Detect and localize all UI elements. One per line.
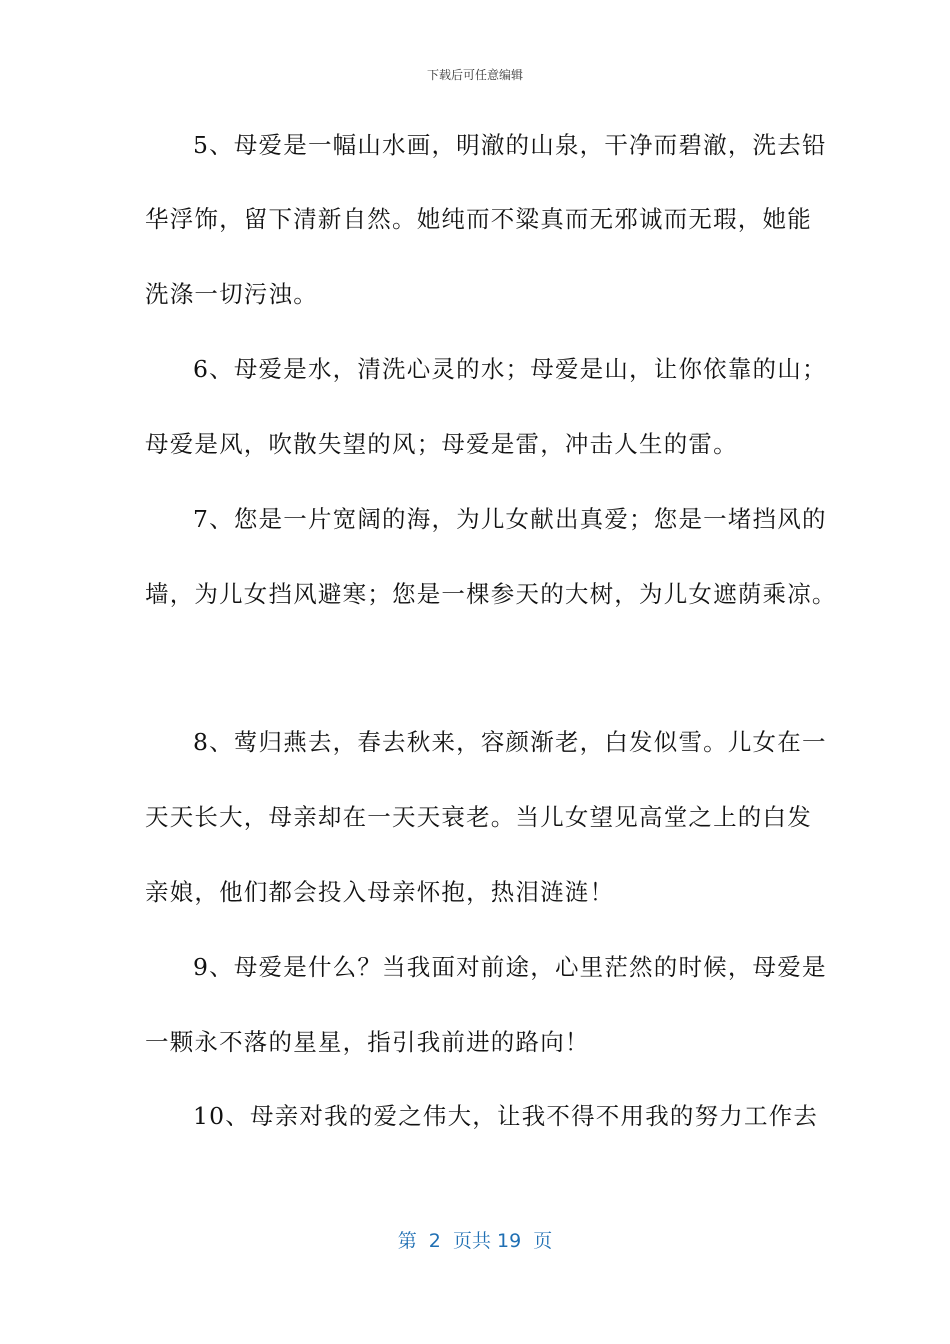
paragraph-8-line-1: 8、莺归燕去，春去秋来，容颜渐老，白发似雪。儿女在一 bbox=[193, 728, 827, 756]
paragraph-8-line-2: 天天长大，母亲却在一天天衰老。当儿女望见高堂之上的白发 bbox=[145, 803, 812, 831]
paragraph-6-line-1: 6、母爱是水，清洗心灵的水；母爱是山，让你依靠的山； bbox=[193, 355, 827, 383]
paragraph-9-line-2: 一颗永不落的星星，指引我前进的路向！ bbox=[145, 1028, 590, 1056]
page-number: 第 2 页共 19 页 bbox=[397, 1230, 553, 1252]
paragraph-9-line-1: 9、母爱是什么？当我面对前途，心里茫然的时候，母爱是 bbox=[193, 953, 827, 981]
paragraph-10-line-1: 10、母亲对我的爱之伟大，让我不得不用我的努力工作去 bbox=[193, 1102, 819, 1130]
paragraph-8-line-3: 亲娘，他们都会投入母亲怀抱，热泪涟涟！ bbox=[145, 878, 615, 906]
paragraph-5-line-1: 5、母爱是一幅山水画，明澈的山泉，干净而碧澈，洗去铅 bbox=[193, 131, 827, 159]
paragraph-6-line-2: 母爱是风，吹散失望的风；母爱是雷，冲击人生的雷。 bbox=[145, 430, 738, 458]
paragraph-5-line-3: 洗涤一切污浊。 bbox=[145, 280, 318, 308]
paragraph-5-line-2: 华浮饰，留下清新自然。她纯而不粱真而无邪诚而无瑕，她能 bbox=[145, 205, 812, 233]
page-header: 下载后可任意编辑 bbox=[426, 68, 523, 82]
paragraph-7-line-2: 墙，为儿女挡风避寒；您是一棵参天的大树，为儿女遮荫乘凉。 bbox=[145, 580, 837, 608]
paragraph-7-line-1: 7、您是一片宽阔的海，为儿女献出真爱；您是一堵挡风的 bbox=[193, 505, 827, 533]
